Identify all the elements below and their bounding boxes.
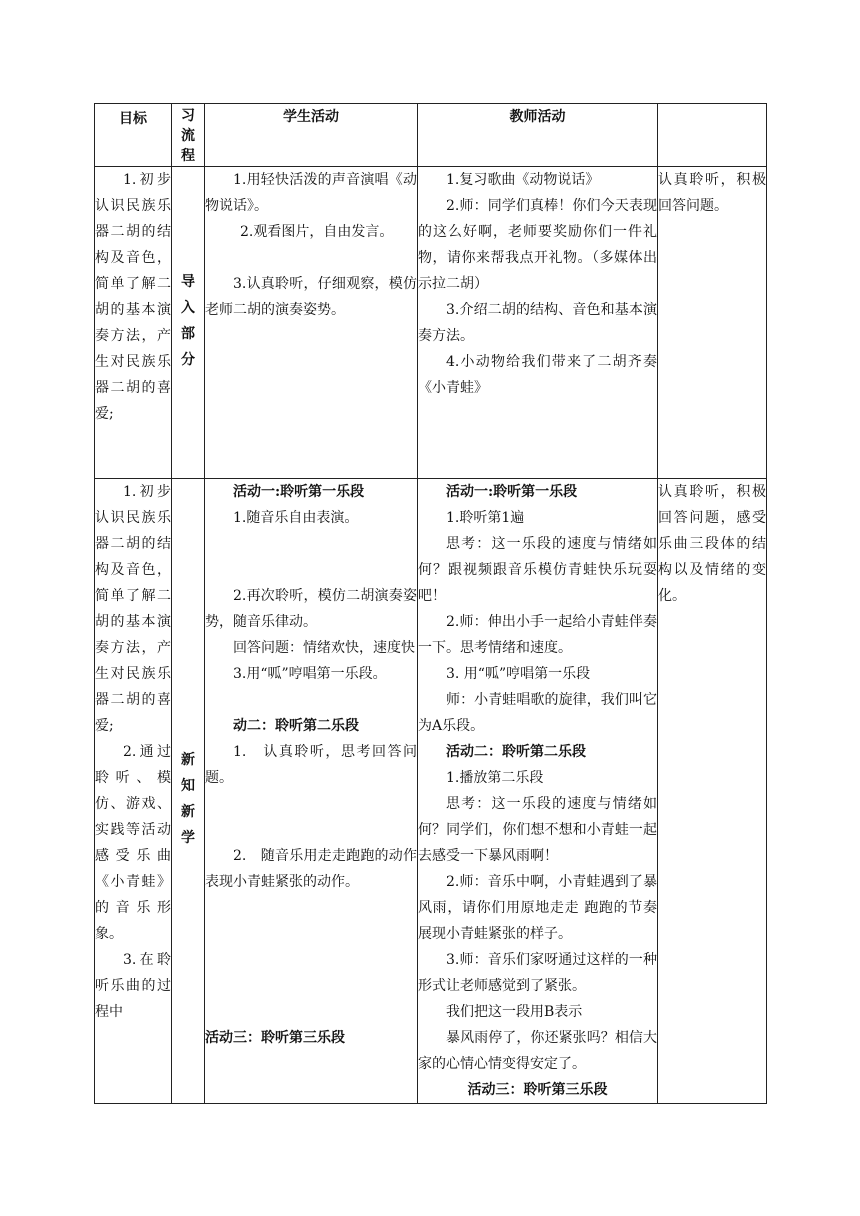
student-line: 回答问题：情绪欢快，速度快 — [233, 640, 415, 656]
activity-title: 活动一:聆听第一乐段 — [233, 484, 365, 500]
stage-label: 新知新学 — [181, 752, 195, 846]
table-header-row — [95, 104, 767, 167]
teacher-line: 师：小青蛙唱歌的旋律，我们叫它为A乐段。 — [418, 692, 657, 734]
teacher-line: 2.师：同学们真棒！你们今天表现的这么好啊，老师要奖励你们一件礼物，请你来帮我点开礼物。（多媒体出示拉二胡） — [418, 198, 657, 292]
student-cell — [205, 167, 418, 479]
teacher-line: 思考：这一乐段的速度与情绪如何？跟视频跟音乐模仿青蛙快乐玩耍吧！ — [418, 536, 657, 604]
teacher-line: 1.播放第二乐段 — [446, 770, 544, 786]
teacher-line: 4.小动物给我们带来了二胡齐奏《小青蛙》 — [418, 354, 657, 396]
goal-text: 1.初步认识民族乐器二胡的结构及音色，简单了解二胡的基本演奏方法，产生对民族乐器二胡的喜爱; — [95, 484, 171, 734]
goal-cell — [95, 167, 172, 479]
teacher-cell — [418, 167, 658, 479]
student-line: 1.随音乐自由表演。 — [233, 510, 359, 526]
note-cell — [658, 479, 767, 1104]
stage-cell — [172, 479, 205, 1104]
student-line: 3.认真聆听，仔细观察，模仿老师二胡的演奏姿势。 — [205, 276, 417, 318]
student-line: 3.用“呱”哼唱第一乐段。 — [233, 666, 387, 682]
table-row-intro — [95, 167, 767, 479]
activity-title: 活动一:聆听第一乐段 — [446, 484, 578, 500]
activity-title: 活动二：聆听第二乐段 — [446, 744, 586, 760]
student-line: 1.用轻快活泼的声音演唱《动物说话》。 — [205, 172, 417, 214]
goal-text: 3.在聆听乐曲的过程中 — [95, 952, 171, 1020]
goal-cell — [95, 479, 172, 1104]
teacher-cell — [418, 479, 658, 1104]
teacher-line: 2.师：伸出小手一起给小青蛙伴奏一下。思考情绪和速度。 — [418, 614, 657, 656]
header-flow: 习流程 — [172, 104, 205, 167]
goal-text: 1.初步认识民族乐器二胡的结构及音色，简单了解二胡的基本演奏方法，产生对民族乐器二胡的喜爱; — [95, 172, 171, 422]
teacher-line: 我们把这一段用B表示 — [446, 1004, 583, 1020]
table-row-new-knowledge — [95, 479, 767, 1104]
student-line: 2. 随音乐用走走跑跑的动作表现小青蛙紧张的动作。 — [205, 848, 417, 890]
teacher-line: 思考：这一乐段的速度与情绪如何？同学们，你们想不想和小青蛙一起去感受一下暴风雨啊！ — [418, 796, 657, 864]
note-text: 认真聆听，积极回答问题，感受乐曲三段体的结构以及情绪的变化。 — [658, 484, 766, 604]
student-line: 2.观看图片，自由发言。 — [240, 224, 394, 240]
teacher-line: 3. 用“呱”哼唱第一乐段 — [446, 666, 591, 682]
activity-title: 动二：聆听第二乐段 — [233, 718, 359, 734]
header-goal: 目标 — [95, 104, 172, 167]
teacher-line: 暴风雨停了，你还紧张吗？相信大家的心情心情变得安定了。 — [418, 1030, 657, 1072]
activity-title: 活动三：聆听第三乐段 — [467, 1082, 608, 1098]
teacher-line: 3.介绍二胡的结构、音色和基本演奏方法。 — [418, 302, 657, 344]
teacher-line: 1.复习歌曲《动物说话》 — [446, 172, 600, 188]
header-teacher: 教师活动 — [418, 104, 658, 167]
teacher-line: 1.聆听第1遍 — [446, 510, 525, 526]
header-extra — [658, 104, 767, 167]
stage-cell — [172, 167, 205, 479]
student-line: 2.再次聆听，模仿二胡演奏姿势，随音乐律动。 — [205, 588, 417, 630]
student-cell — [205, 479, 418, 1104]
note-text: 认真聆听，积极回答问题。 — [658, 172, 766, 214]
teacher-line: 2.师：音乐中啊，小青蛙遇到了暴风雨，请你们用原地走走 跑跑的节奏展现小青蛙紧张的样子。 — [418, 874, 657, 942]
lesson-plan-table — [94, 103, 767, 1104]
stage-label: 导入部分 — [181, 274, 195, 368]
teacher-line: 3.师：音乐们家呀通过这样的一种形式让老师感觉到了紧张。 — [418, 952, 657, 994]
goal-text: 2.通过聆听、模仿、游戏、实践等活动感受乐曲《小青蛙》的音乐形象。 — [95, 744, 171, 942]
activity-title: 活动三：聆听第三乐段 — [205, 1030, 345, 1046]
header-student: 学生活动 — [205, 104, 418, 167]
note-cell — [658, 167, 767, 479]
student-line: 1. 认真聆听，思考回答问题。 — [205, 744, 417, 786]
